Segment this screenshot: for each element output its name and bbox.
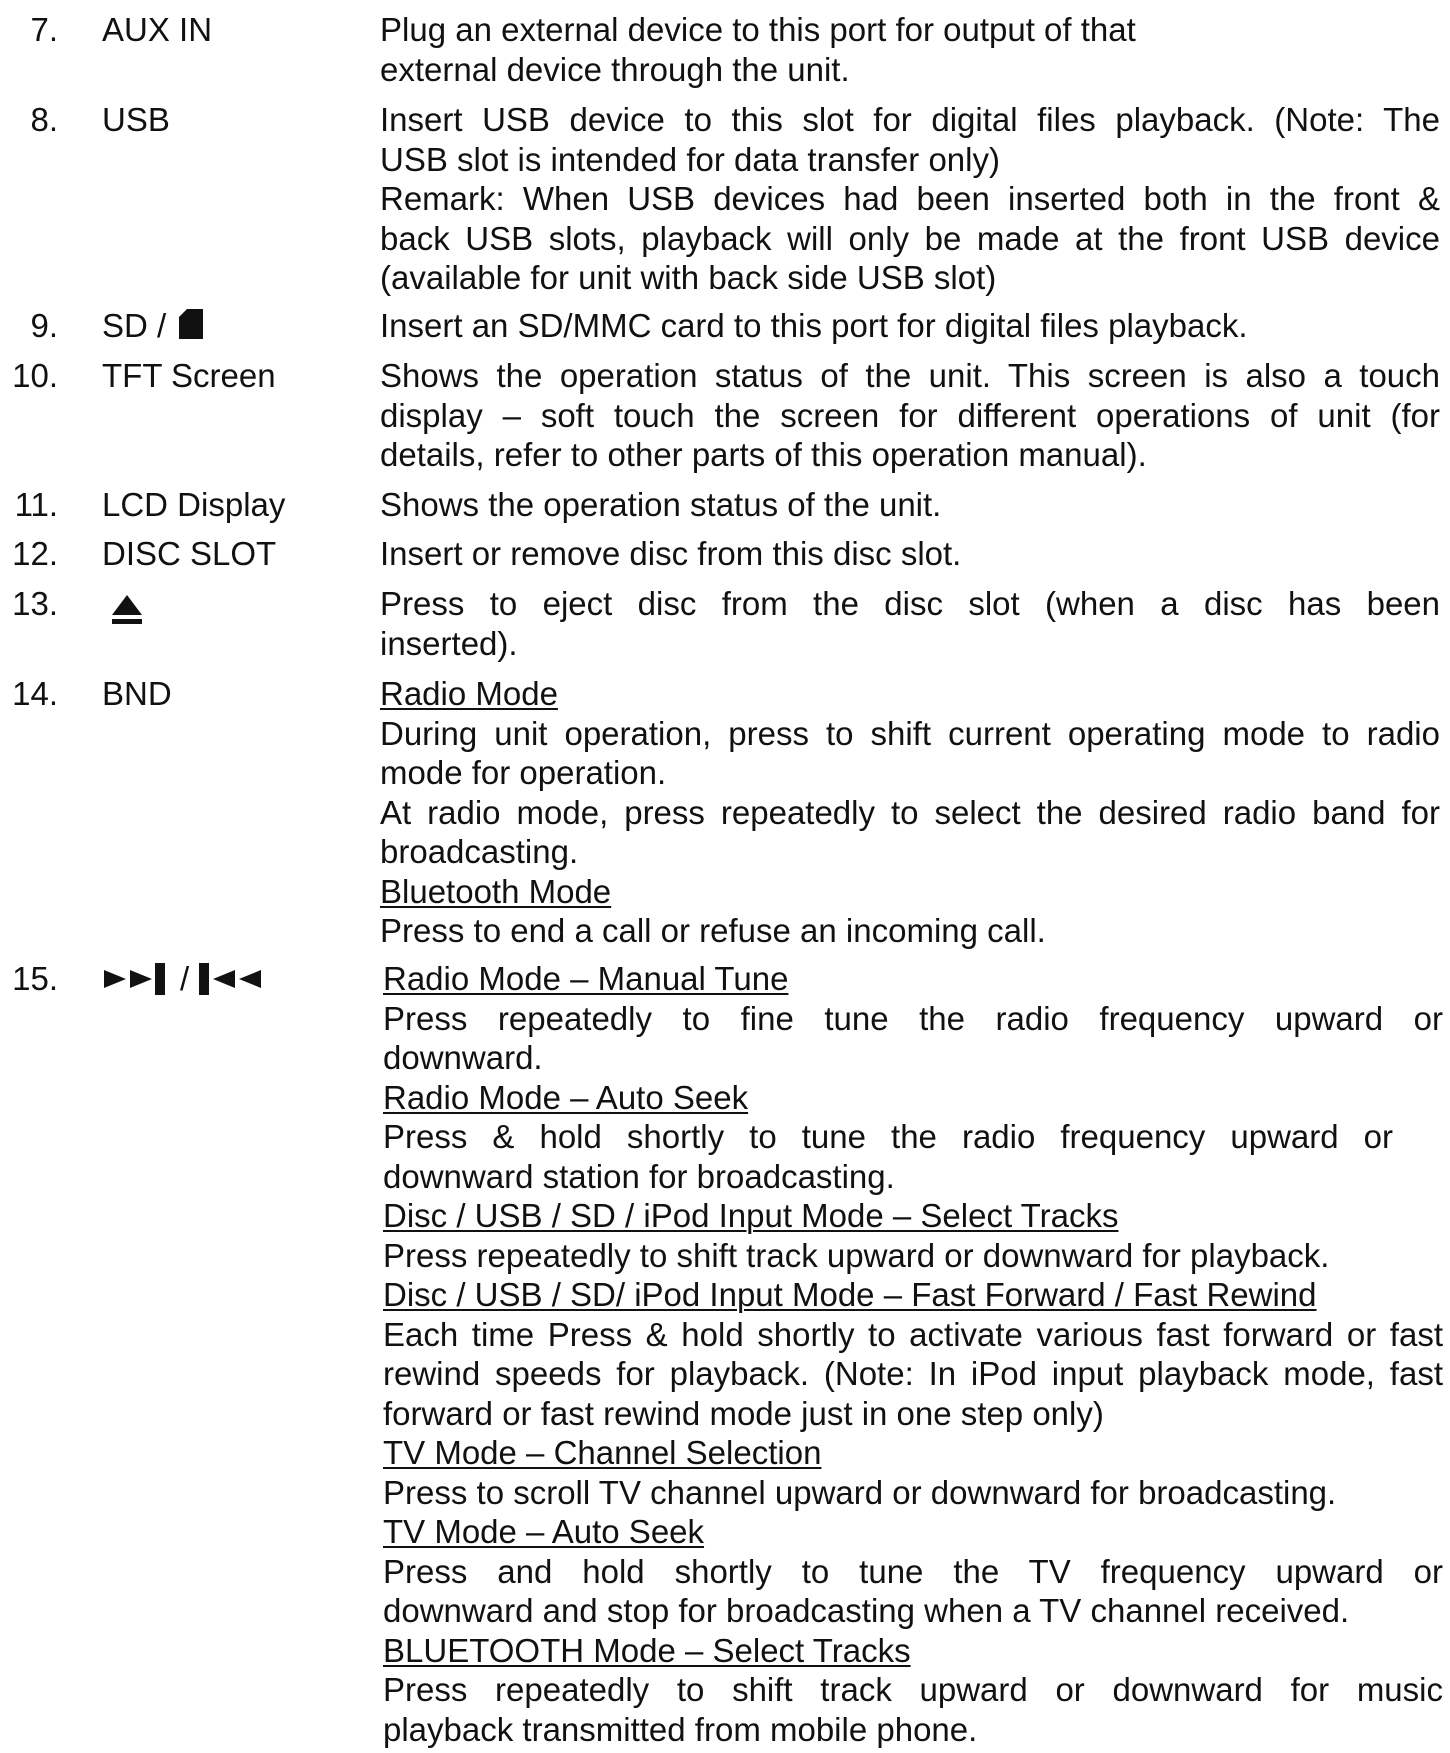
- item-label: TFT Screen: [102, 357, 276, 394]
- item-label: USB: [102, 101, 170, 138]
- eject-icon: [110, 593, 144, 625]
- description-line: Press to end a call or refuse an incoming call.: [380, 912, 1046, 949]
- mode-heading: Disc / USB / SD/ iPod Input Mode – Fast Forward / Fast Rewind: [383, 1276, 1317, 1313]
- item-number: 14.: [12, 675, 58, 712]
- mode-heading: Bluetooth Mode: [380, 872, 612, 910]
- description-line: external device through the unit.: [380, 50, 850, 88]
- item-number: 10.: [12, 357, 58, 394]
- mode-heading: Disc / USB / SD / iPod Input Mode – Select Tracks: [383, 1197, 1119, 1234]
- description-line: Insert USB device to this slot for digital files playback. (Note: The: [380, 101, 1440, 138]
- item-description: [380, 485, 1440, 525]
- description-line: Insert or remove disc from this disc slot.: [380, 535, 962, 572]
- description-line: downward station for broadcasting.: [383, 1157, 895, 1195]
- item-label: SD /: [102, 307, 167, 344]
- description-line: downward and stop for broadcasting when a TV channel received.: [383, 1592, 1350, 1629]
- description-line: Press and hold shortly to tune the TV frequency upward or: [383, 1552, 1443, 1590]
- sd-card-icon: [179, 309, 203, 339]
- previous-track-icon: [199, 962, 275, 996]
- item-label-group: [102, 584, 144, 625]
- mode-heading: Radio Mode: [380, 675, 558, 712]
- label-separator: /: [180, 960, 190, 997]
- item-number: 9.: [30, 307, 58, 344]
- description-line: At radio mode, press repeatedly to select the desired radio band for: [380, 793, 1440, 831]
- description-line: downward.: [383, 1039, 543, 1076]
- item-description: [380, 10, 1440, 89]
- description-line: Each time Press & hold shortly to activate various fast forward or fast: [383, 1315, 1443, 1353]
- item-number: 8.: [30, 101, 58, 138]
- mode-heading: Radio Mode – Auto Seek: [383, 1078, 749, 1116]
- item-label: DISC SLOT: [102, 535, 277, 572]
- mode-heading: BLUETOOTH Mode – Select Tracks: [383, 1631, 911, 1669]
- description-line: forward or fast rewind mode just in one step only): [383, 1394, 1104, 1432]
- description-line: rewind speeds for playback. (Note: In iPod input playback mode, fast: [383, 1355, 1443, 1392]
- item-number: 15.: [12, 960, 58, 997]
- description-line: Shows the operation status of the unit. This screen is also a touch: [380, 357, 1440, 394]
- item-number: 11.: [14, 486, 58, 523]
- description-line: Remark: When USB devices had been inserted both in the front &: [380, 180, 1440, 217]
- item-label: BND: [102, 675, 172, 712]
- description-line: display – soft touch the screen for different operations of unit (for: [380, 396, 1440, 434]
- description-line: USB slot is intended for data transfer only): [380, 140, 1000, 178]
- description-line: Insert an SD/MMC card to this port for digital files playback.: [380, 307, 1248, 344]
- description-line: During unit operation, press to shift current operating mode to radio: [380, 714, 1440, 752]
- item-label: AUX IN: [102, 11, 213, 48]
- item-description: [380, 584, 1440, 663]
- description-line: Plug an external device to this port for output of that: [380, 11, 1136, 48]
- item-number: 7.: [30, 11, 58, 48]
- description-line: Press repeatedly to shift track upward or downward for playback.: [383, 1236, 1330, 1274]
- item-number: 13.: [12, 585, 58, 622]
- item-label: LCD Display: [102, 486, 286, 523]
- item-description: [380, 306, 1440, 346]
- mode-heading: Radio Mode – Manual Tune: [383, 960, 789, 997]
- mode-heading: TV Mode – Auto Seek: [383, 1513, 705, 1550]
- description-line: broadcasting.: [380, 833, 579, 870]
- description-line: inserted).: [380, 624, 518, 662]
- item-description: [380, 534, 1440, 574]
- item-number: 12.: [12, 535, 58, 572]
- item-description: [380, 100, 1440, 298]
- description-line: playback transmitted from mobile phone.: [383, 1710, 978, 1748]
- description-line: details, refer to other parts of this operation manual).: [380, 436, 1147, 473]
- item-label-group: [102, 306, 203, 346]
- mode-heading: TV Mode – Channel Selection: [383, 1434, 822, 1471]
- description-line: Press repeatedly to shift track upward or downward for music: [383, 1671, 1443, 1708]
- item-description: [380, 356, 1440, 475]
- item-description: [383, 959, 1443, 1749]
- description-line: back USB slots, playback will only be made at the front USB device: [380, 219, 1440, 257]
- description-line: Press repeatedly to fine tune the radio frequency upward or: [383, 999, 1443, 1037]
- description-line: mode for operation.: [380, 754, 667, 791]
- description-line: Press to eject disc from the disc slot (when a disc has been: [380, 585, 1440, 622]
- description-line: Shows the operation status of the unit.: [380, 486, 942, 523]
- next-track-icon: [102, 962, 174, 996]
- description-line: Press & hold shortly to tune the radio frequency upward or: [383, 1118, 1393, 1155]
- description-line: Press to scroll TV channel upward or downward for broadcasting.: [383, 1473, 1337, 1511]
- item-description: [380, 674, 1440, 951]
- description-line: (available for unit with back side USB slot): [380, 259, 997, 296]
- item-label-group: [102, 959, 275, 999]
